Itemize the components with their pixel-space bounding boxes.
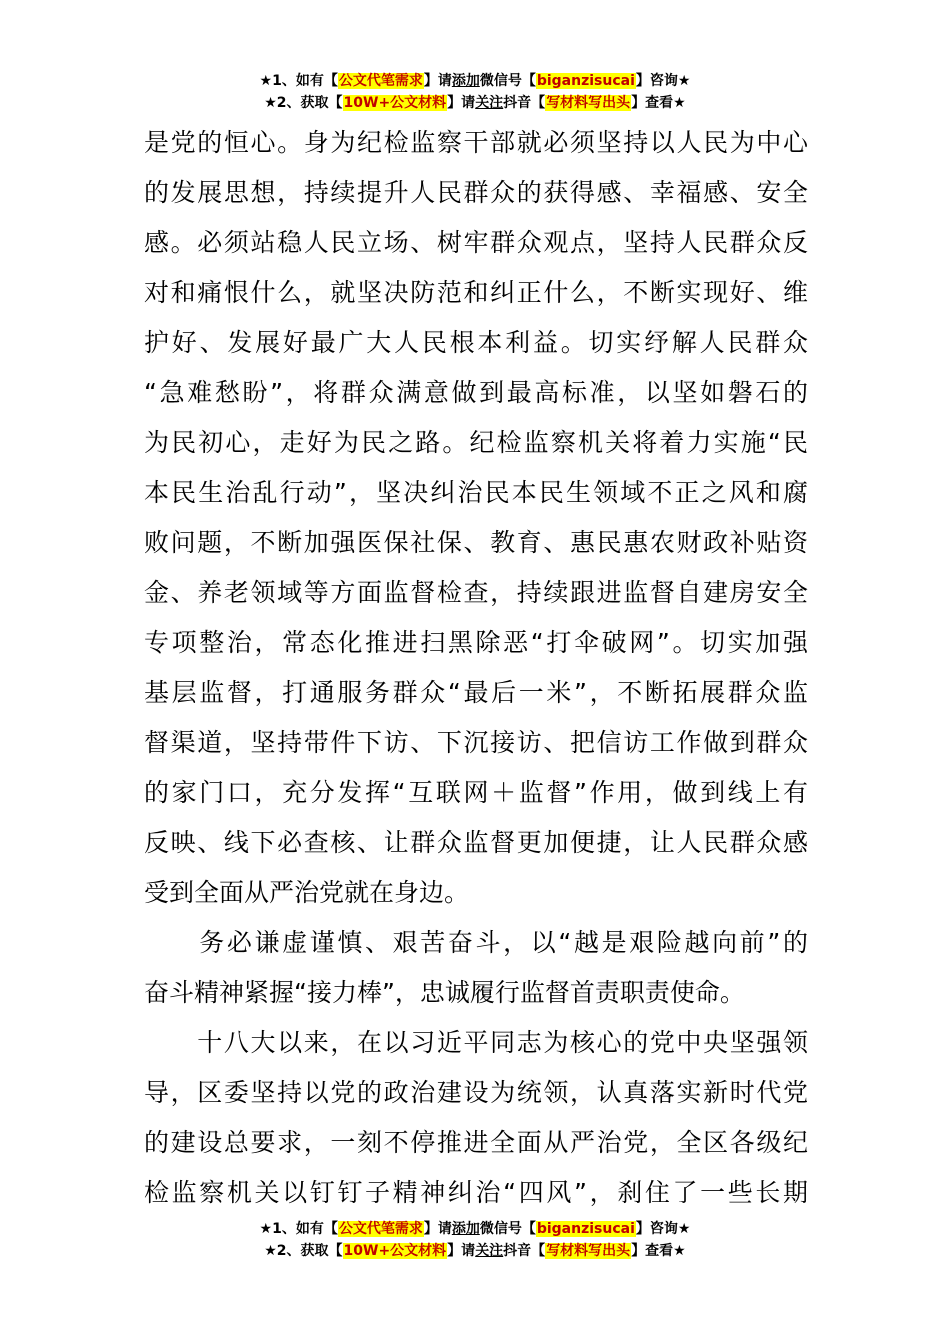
footer-notice-line-2: ★2、获取【10W+公文材料】请关注抖音【写材料写出头】查看★ — [264, 1243, 686, 1259]
wechat-id: biganzisucai — [536, 1221, 635, 1237]
body-line: 受到全面从严治党就在身边。 — [144, 878, 470, 907]
douyin-account: 写材料写出头 — [546, 95, 631, 111]
body-line: 导，区委坚持以党的政治建设为统领，认真落实新时代党 — [144, 1078, 808, 1107]
materials-highlight: 10W+公文材料 — [343, 95, 447, 111]
header-notice-line-1: ★1、如有【公文代笔需求】请添加微信号【biganzisucai】咨询★ — [259, 73, 691, 89]
body-line: 督渠道，坚持带件下访、下沉接访、把信访工作做到群众 — [144, 728, 808, 757]
body-line: 反映、线下必查核、让群众监督更加便捷，让人民群众感 — [144, 828, 808, 857]
body-line: “急难愁盼”，将群众满意做到最高标准，以坚如磐石的 — [144, 378, 808, 407]
body-line: 是党的恒心。身为纪检监察干部就必须坚持以人民为中心 — [144, 128, 808, 157]
body-line: 十八大以来，在以习近平同志为核心的党中央坚强领 — [144, 1028, 808, 1057]
document-body — [144, 118, 808, 1218]
body-line: 本民生治乱行动”，坚决纠治民本民生领域不正之风和腐 — [144, 478, 808, 507]
wechat-id: biganzisucai — [536, 73, 635, 89]
body-line: 专项整治，常态化推进扫黑除恶“打伞破网”。切实加强 — [144, 628, 808, 657]
body-line: 为民初心，走好为民之路。纪检监察机关将着力实施“民 — [144, 428, 808, 457]
body-line: 护好、发展好最广大人民根本利益。切实纾解人民群众 — [144, 328, 808, 357]
body-line: 奋斗精神紧握“接力棒”，忠诚履行监督首责职责使命。 — [144, 978, 745, 1007]
body-line: 的建设总要求，一刻不停推进全面从严治党，全区各级纪 — [144, 1128, 808, 1157]
body-line: 的发展思想，持续提升人民群众的获得感、幸福感、安全 — [144, 178, 808, 207]
service-highlight: 公文代笔需求 — [338, 73, 423, 89]
body-line: 检监察机关以钉钉子精神纠治“四风”，刹住了一些长期 — [144, 1178, 808, 1207]
footer-notice-line-1: ★1、如有【公文代笔需求】请添加微信号【biganzisucai】咨询★ — [259, 1221, 691, 1237]
body-line: 金、养老领域等方面监督检查，持续跟进监督自建房安全 — [144, 578, 808, 607]
body-line: 务必谦虚谨慎、艰苦奋斗，以“越是艰险越向前”的 — [144, 928, 808, 957]
body-line: 感。必须站稳人民立场、树牢群众观点，坚持人民群众反 — [144, 228, 808, 257]
douyin-account: 写材料写出头 — [546, 1243, 631, 1259]
body-line: 基层监督，打通服务群众“最后一米”，不断拓展群众监 — [144, 678, 808, 707]
body-line: 的家门口，充分发挥“互联网＋监督”作用，做到线上有 — [144, 778, 808, 807]
footer-notice — [0, 1218, 950, 1262]
header-notice — [0, 70, 950, 114]
materials-highlight: 10W+公文材料 — [343, 1243, 447, 1259]
header-notice-line-2: ★2、获取【10W+公文材料】请关注抖音【写材料写出头】查看★ — [264, 95, 686, 111]
body-line: 败问题，不断加强医保社保、教育、惠民惠农财政补贴资 — [144, 528, 808, 557]
service-highlight: 公文代笔需求 — [338, 1221, 423, 1237]
body-line: 对和痛恨什么，就坚决防范和纠正什么，不断实现好、维 — [144, 278, 808, 307]
